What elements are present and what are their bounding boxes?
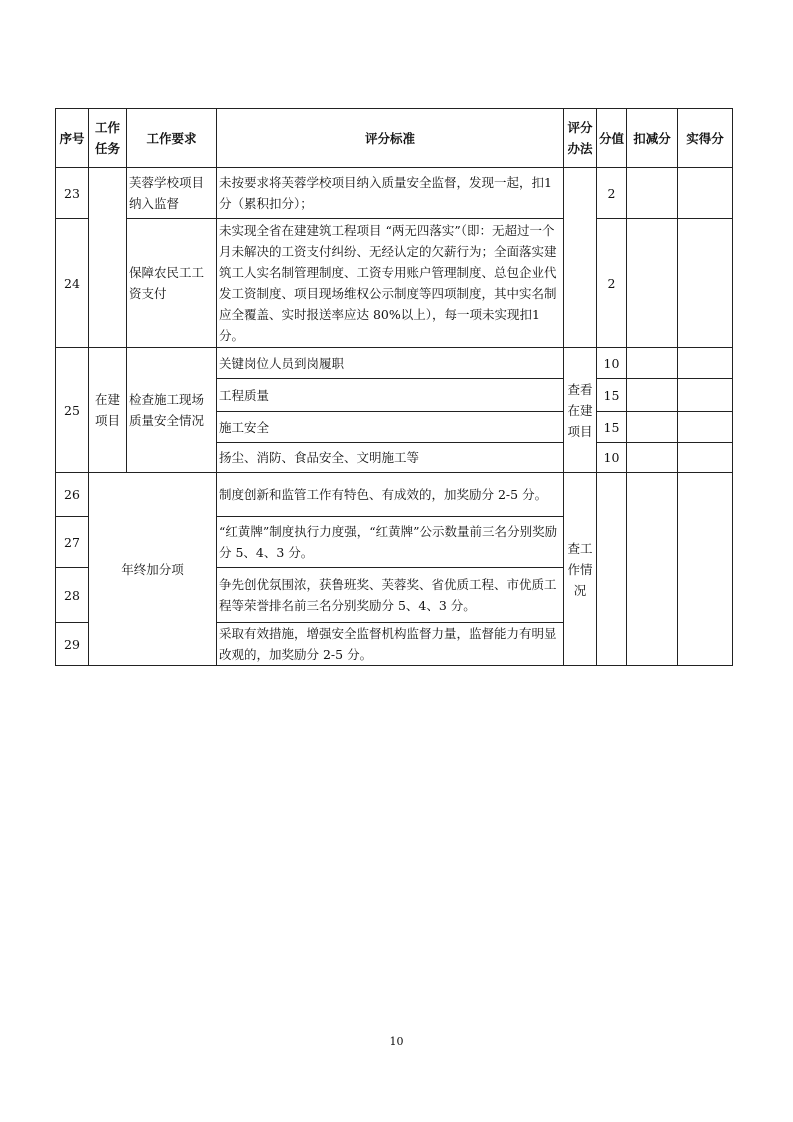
criteria-cell: 未实现全省在建建筑工程项目 “两无四落实”（即：无超过一个月未解决的工资支付纠纷、无经认定的欠薪行为；全面落实建筑工人实名制管理制度、工资专用账户管理制度、总包企业代发工资制度、项目现场维权公示制度等四项制度，其中实名制应全覆盖、实时报送率应达 80%以上），每一项未实现扣1分。	[217, 219, 564, 348]
header-no: 序号	[56, 109, 89, 168]
criteria-cell: 争先创优氛围浓，获鲁班奖、芙蓉奖、省优质工程、市优质工程等荣誉排名前三名分别奖励分 5、4、3 分。	[217, 568, 564, 623]
header-row	[56, 109, 733, 168]
req-cell: 检查施工现场质量安全情况	[127, 348, 217, 473]
score-cell: 15	[597, 412, 627, 443]
criteria-cell: 施工安全	[217, 412, 564, 443]
actual-cell[interactable]	[678, 412, 733, 443]
row-no: 27	[56, 517, 89, 568]
deduct-cell[interactable]	[627, 412, 678, 443]
method-cell: 查工作情况	[564, 473, 597, 666]
header-criteria: 评分标准	[217, 109, 564, 168]
method-cell	[564, 168, 597, 348]
criteria-cell: 扬尘、消防、食品安全、文明施工等	[217, 443, 564, 473]
header-req: 工作要求	[127, 109, 217, 168]
scoring-table	[55, 108, 733, 666]
table-row	[56, 219, 733, 348]
score-cell: 2	[597, 219, 627, 348]
score-cell: 10	[597, 348, 627, 379]
actual-cell[interactable]	[678, 348, 733, 379]
table-row	[56, 168, 733, 219]
deduct-cell[interactable]	[627, 348, 678, 379]
criteria-cell: “红黄牌”制度执行力度强，“红黄牌”公示数量前三名分别奖励分 5、4、3 分。	[217, 517, 564, 568]
deduct-cell[interactable]	[627, 473, 678, 666]
header-method: 评分办法	[564, 109, 597, 168]
actual-cell[interactable]	[678, 443, 733, 473]
method-cell: 查看在建项目	[564, 348, 597, 473]
deduct-cell[interactable]	[627, 168, 678, 219]
table-row	[56, 348, 733, 379]
score-cell: 10	[597, 443, 627, 473]
row-no: 26	[56, 473, 89, 517]
actual-cell[interactable]	[678, 473, 733, 666]
header-task: 工作任务	[89, 109, 127, 168]
task-cell: 在建项目	[89, 348, 127, 473]
req-cell: 芙蓉学校项目纳入监督	[127, 168, 217, 219]
row-no: 29	[56, 623, 89, 666]
row-no: 23	[56, 168, 89, 219]
actual-cell[interactable]	[678, 168, 733, 219]
score-cell	[597, 473, 627, 666]
req-cell: 保障农民工工资支付	[127, 219, 217, 348]
header-score: 分值	[597, 109, 627, 168]
criteria-cell: 制度创新和监管工作有特色、有成效的，加奖励分 2-5 分。	[217, 473, 564, 517]
row-no: 25	[56, 348, 89, 473]
criteria-cell: 工程质量	[217, 379, 564, 412]
deduct-cell[interactable]	[627, 219, 678, 348]
page-number: 10	[389, 1035, 404, 1048]
bonus-label: 年终加分项	[89, 473, 217, 666]
criteria-cell: 采取有效措施，增强安全监督机构监督力量，监督能力有明显改观的，加奖励分 2-5 分。	[217, 623, 564, 666]
task-cell	[89, 168, 127, 348]
deduct-cell[interactable]	[627, 379, 678, 412]
criteria-cell: 关键岗位人员到岗履职	[217, 348, 564, 379]
header-actual: 实得分	[678, 109, 733, 168]
score-cell: 2	[597, 168, 627, 219]
actual-cell[interactable]	[678, 379, 733, 412]
score-cell: 15	[597, 379, 627, 412]
header-deduct: 扣减分	[627, 109, 678, 168]
row-no: 24	[56, 219, 89, 348]
table-row	[56, 473, 733, 517]
actual-cell[interactable]	[678, 219, 733, 348]
deduct-cell[interactable]	[627, 443, 678, 473]
criteria-cell: 未按要求将芙蓉学校项目纳入质量安全监督，发现一起，扣1分（累积扣分）；	[217, 168, 564, 219]
row-no: 28	[56, 568, 89, 623]
